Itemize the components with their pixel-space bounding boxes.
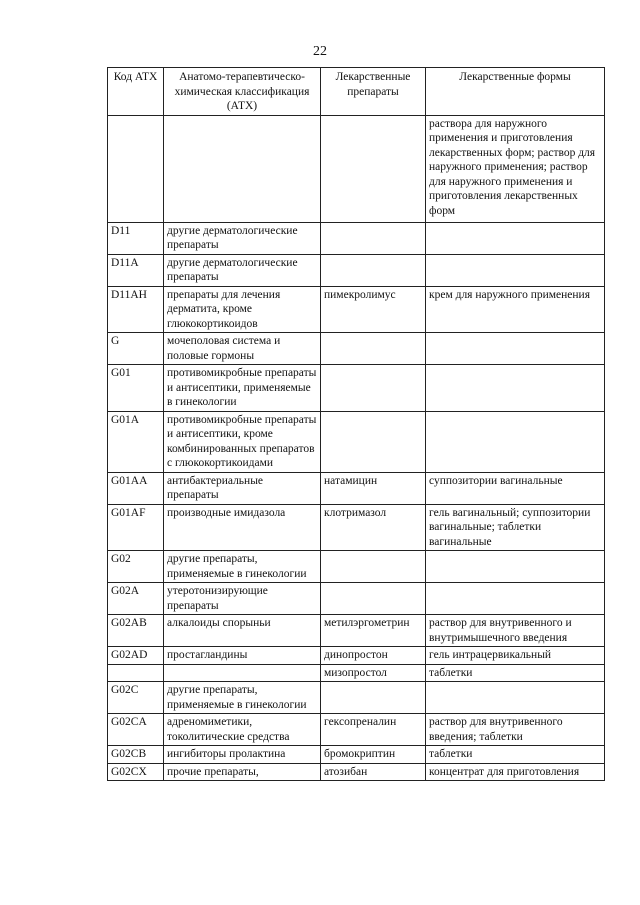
table-row bbox=[108, 746, 605, 764]
cell-classification bbox=[164, 664, 321, 682]
cell-classification: другие препараты, применяемые в гинекологии bbox=[164, 551, 321, 583]
table-row bbox=[108, 763, 605, 781]
cell-code: G bbox=[108, 333, 164, 365]
table-row bbox=[108, 664, 605, 682]
cell-drug bbox=[321, 254, 426, 286]
cell-code: G02AD bbox=[108, 647, 164, 665]
cell-form bbox=[426, 333, 605, 365]
page-number: 22 bbox=[313, 44, 327, 59]
cell-drug: клотримазол bbox=[321, 504, 426, 551]
cell-form bbox=[426, 682, 605, 714]
cell-drug: бромокриптин bbox=[321, 746, 426, 764]
table-header-row bbox=[108, 68, 605, 116]
cell-code: G02CA bbox=[108, 714, 164, 746]
cell-form: раствора для наружного применения и приготовления лекарственных форм; раствор для наружного применения; раствор для наружного применения и приготовления лекарственных форм bbox=[426, 115, 605, 222]
cell-code: G02A bbox=[108, 583, 164, 615]
cell-form bbox=[426, 254, 605, 286]
cell-drug bbox=[321, 411, 426, 472]
table-row bbox=[108, 333, 605, 365]
table-row bbox=[108, 472, 605, 504]
cell-form: раствор для внутривенного введения; таблетки bbox=[426, 714, 605, 746]
cell-classification: противомикробные препараты и антисептики, применяемые в гинекологии bbox=[164, 365, 321, 412]
table-row bbox=[108, 222, 605, 254]
cell-code: G02 bbox=[108, 551, 164, 583]
cell-form: концентрат для приготовления bbox=[426, 763, 605, 781]
cell-code bbox=[108, 664, 164, 682]
cell-classification: другие дерматологические препараты bbox=[164, 254, 321, 286]
cell-classification: производные имидазола bbox=[164, 504, 321, 551]
cell-code: G01AF bbox=[108, 504, 164, 551]
cell-drug: метилэргометрин bbox=[321, 615, 426, 647]
table-row bbox=[108, 365, 605, 412]
table-row bbox=[108, 647, 605, 665]
cell-code bbox=[108, 115, 164, 222]
table-row bbox=[108, 583, 605, 615]
header-code: Код ATX bbox=[108, 68, 164, 116]
cell-classification bbox=[164, 115, 321, 222]
cell-code: D11 bbox=[108, 222, 164, 254]
cell-classification: антибактериальные препараты bbox=[164, 472, 321, 504]
cell-form: раствор для внутривенного и внутримышечного введения bbox=[426, 615, 605, 647]
cell-form bbox=[426, 222, 605, 254]
table-row bbox=[108, 504, 605, 551]
cell-drug: динопростон bbox=[321, 647, 426, 665]
cell-form bbox=[426, 365, 605, 412]
cell-code: D11AH bbox=[108, 286, 164, 333]
cell-classification: алкалоиды спорыньи bbox=[164, 615, 321, 647]
cell-classification: другие дерматологические препараты bbox=[164, 222, 321, 254]
header-classification: Анатомо-терапевтическо-химическая классификация (АТХ) bbox=[164, 68, 321, 116]
cell-form: таблетки bbox=[426, 664, 605, 682]
cell-drug bbox=[321, 333, 426, 365]
table-row bbox=[108, 714, 605, 746]
cell-drug bbox=[321, 583, 426, 615]
cell-form: суппозитории вагинальные bbox=[426, 472, 605, 504]
atc-table bbox=[107, 67, 605, 781]
cell-code: G01 bbox=[108, 365, 164, 412]
cell-classification: утеротонизирующие препараты bbox=[164, 583, 321, 615]
cell-drug: мизопростол bbox=[321, 664, 426, 682]
cell-drug: натамицин bbox=[321, 472, 426, 504]
table-row bbox=[108, 115, 605, 222]
cell-form: гель вагинальный; суппозитории вагинальные; таблетки вагинальные bbox=[426, 504, 605, 551]
cell-drug bbox=[321, 222, 426, 254]
cell-classification: другие препараты, применяемые в гинекологии bbox=[164, 682, 321, 714]
cell-code: G02CX bbox=[108, 763, 164, 781]
cell-drug bbox=[321, 365, 426, 412]
cell-classification: противомикробные препараты и антисептики, кроме комбинированных препаратов с глюкокортикоидами bbox=[164, 411, 321, 472]
cell-drug bbox=[321, 682, 426, 714]
cell-classification: простагландины bbox=[164, 647, 321, 665]
cell-classification: препараты для лечения дерматита, кроме глюкокортикоидов bbox=[164, 286, 321, 333]
cell-drug: пимекролимус bbox=[321, 286, 426, 333]
cell-code: G01A bbox=[108, 411, 164, 472]
cell-form bbox=[426, 583, 605, 615]
cell-classification: мочеполовая система и половые гормоны bbox=[164, 333, 321, 365]
header-drugs: Лекарственные препараты bbox=[321, 68, 426, 116]
cell-code: G01AA bbox=[108, 472, 164, 504]
cell-code: G02C bbox=[108, 682, 164, 714]
cell-form: крем для наружного применения bbox=[426, 286, 605, 333]
table-row bbox=[108, 254, 605, 286]
cell-drug bbox=[321, 115, 426, 222]
table-row bbox=[108, 286, 605, 333]
cell-form bbox=[426, 551, 605, 583]
cell-code: D11A bbox=[108, 254, 164, 286]
table-row bbox=[108, 411, 605, 472]
cell-form: таблетки bbox=[426, 746, 605, 764]
cell-drug: гексопреналин bbox=[321, 714, 426, 746]
cell-drug: атозибан bbox=[321, 763, 426, 781]
table-row bbox=[108, 682, 605, 714]
cell-code: G02AB bbox=[108, 615, 164, 647]
cell-code: G02CB bbox=[108, 746, 164, 764]
cell-classification: ингибиторы пролактина bbox=[164, 746, 321, 764]
cell-form bbox=[426, 411, 605, 472]
table-row bbox=[108, 551, 605, 583]
cell-classification: прочие препараты, bbox=[164, 763, 321, 781]
cell-classification: адреномиметики, токолитические средства bbox=[164, 714, 321, 746]
cell-form: гель интрацервикальный bbox=[426, 647, 605, 665]
cell-drug bbox=[321, 551, 426, 583]
table-row bbox=[108, 615, 605, 647]
header-forms: Лекарственные формы bbox=[426, 68, 605, 116]
